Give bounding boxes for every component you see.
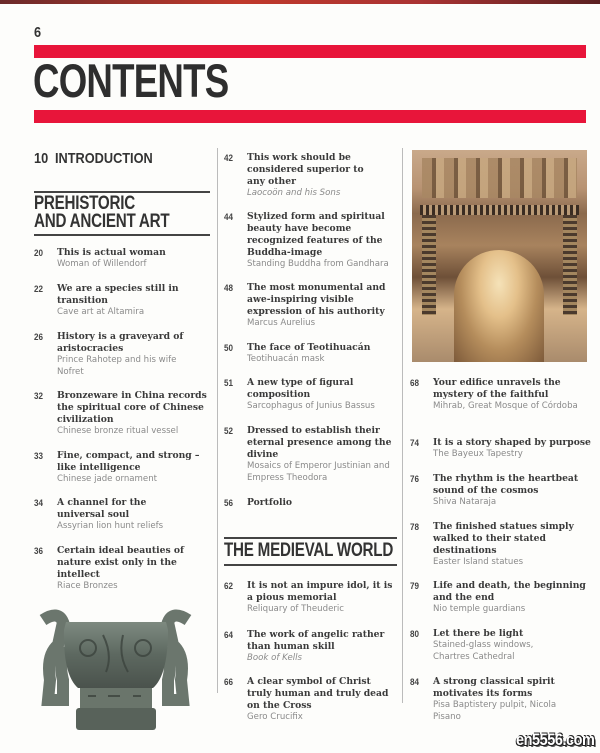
intro-label: INTRODUCTION xyxy=(54,150,153,167)
entry-heading: Stylized form and spiritual beauty have become recognized features of the Buddha-image xyxy=(247,211,385,258)
entry-heading: A clear symbol of Christ truly human and truly dead on the Cross xyxy=(247,676,389,711)
entry-heading: The face of Teotihuacán xyxy=(247,342,371,353)
entry-page-number: 79 xyxy=(410,581,419,592)
entry-subtitle: Sarcophagus of Junius Bassus xyxy=(247,401,375,411)
entry-subtitle: Gero Crucifix xyxy=(247,712,303,722)
entry-heading: This work should be considered superior to any other xyxy=(247,152,364,187)
entry-heading: Bronzeware in China records the spiritual core of Chinese civilization xyxy=(57,390,207,425)
entry-page-number: 44 xyxy=(224,212,233,223)
entry-subtitle: Assyrian lion hunt reliefs xyxy=(57,521,164,531)
toc-entry[interactable] xyxy=(410,521,590,569)
toc-entry[interactable] xyxy=(224,342,402,366)
intro-page-number: 10 xyxy=(34,150,49,167)
entry-page-number: 50 xyxy=(224,343,233,354)
entry-subtitle: Mosaics of Emperor Justinian and Empress Theodora xyxy=(247,461,390,483)
entry-page-number: 78 xyxy=(410,522,419,533)
section-heading-line: PREHISTORIC xyxy=(34,193,135,214)
entry-subtitle: Marcus Aurelius xyxy=(247,318,316,328)
page-number: 6 xyxy=(34,24,41,41)
entry-subtitle: Book of Kells xyxy=(247,653,303,663)
section-heading-title: THE MEDIEVAL WORLD xyxy=(224,540,394,561)
entry-subtitle: Mihrab, Great Mosque of Córdoba xyxy=(433,401,578,411)
entry-page-number: 51 xyxy=(224,378,233,389)
entry-heading: Certain ideal beauties of nature exist only in the intellect xyxy=(57,545,184,580)
entry-heading: A strong classical spirit motivates its forms xyxy=(433,676,555,699)
toc-entry[interactable] xyxy=(34,247,214,271)
toc-entry[interactable] xyxy=(34,390,217,438)
toc-entry[interactable] xyxy=(224,282,402,330)
entry-page-number: 32 xyxy=(34,391,43,402)
toc-entry[interactable] xyxy=(224,152,374,200)
entry-heading: Your edifice unravels the mystery of the faithful xyxy=(433,377,561,400)
bronze-vessel-image xyxy=(18,600,213,740)
image-detail-arch xyxy=(454,250,544,362)
toc-entry[interactable] xyxy=(34,497,194,533)
toc-entry[interactable] xyxy=(34,545,202,593)
toc-entry[interactable] xyxy=(34,450,217,486)
entry-heading: The work of angelic rather than human skill xyxy=(247,629,385,652)
toc-entry[interactable] xyxy=(34,331,199,378)
entry-heading: A new type of figural composition xyxy=(247,377,354,400)
entry-page-number: 52 xyxy=(224,426,233,437)
image-detail-side xyxy=(563,215,577,315)
toc-introduction[interactable] xyxy=(34,150,153,167)
section-heading-line: AND ANCIENT ART xyxy=(34,211,170,232)
entry-page-number: 74 xyxy=(410,438,419,449)
entry-page-number: 80 xyxy=(410,629,419,640)
entry-subtitle: Reliquary of Theuderic xyxy=(247,604,344,614)
toc-entry[interactable] xyxy=(224,580,394,616)
entry-subtitle: Riace Bronzes xyxy=(57,581,118,591)
entry-subtitle: Teotihuacán mask xyxy=(247,354,325,364)
entry-heading: Fine, compact, and strong – like intelligence xyxy=(57,450,200,473)
entry-heading: Dressed to establish their eternal presence among the divine xyxy=(247,425,392,460)
entry-page-number: 48 xyxy=(224,283,233,294)
entry-heading: It is a story shaped by purpose xyxy=(433,437,591,448)
entry-page-number: 66 xyxy=(224,677,233,688)
image-detail-frieze xyxy=(422,158,577,198)
entry-page-number: 64 xyxy=(224,630,233,641)
entry-page-number: 76 xyxy=(410,474,419,485)
entry-page-number: 33 xyxy=(34,451,43,462)
toc-entry[interactable] xyxy=(410,437,600,461)
toc-entry[interactable] xyxy=(224,497,402,509)
entry-page-number: 42 xyxy=(224,153,233,164)
entry-page-number: 22 xyxy=(34,284,43,295)
entry-page-number: 56 xyxy=(224,498,233,509)
image-detail-band xyxy=(420,205,579,215)
toc-entry[interactable] xyxy=(410,377,580,413)
page-top-edge xyxy=(0,0,600,4)
section-heading-prehistoric xyxy=(34,191,210,236)
red-rule-bottom xyxy=(34,110,586,123)
entry-heading: History is a graveyard of aristocracies xyxy=(57,331,184,354)
toc-entry[interactable] xyxy=(410,628,570,663)
entry-subtitle: Cave art at Altamira xyxy=(57,307,145,317)
toc-entry[interactable] xyxy=(410,580,596,616)
entry-heading: The rhythm is the heartbeat sound of the cosmos xyxy=(433,473,579,496)
entry-heading: Portfolio xyxy=(247,497,293,508)
column-divider-1 xyxy=(217,148,218,693)
image-detail-side xyxy=(422,215,436,315)
toc-entry[interactable] xyxy=(224,629,402,665)
watermark: en5556.com xyxy=(516,730,595,749)
entry-subtitle: Shiva Nataraja xyxy=(433,497,497,507)
entry-heading: This is actual woman xyxy=(57,247,166,258)
column-divider-2 xyxy=(402,148,403,703)
entry-subtitle: Stained-glass windows, Chartres Cathedral xyxy=(433,640,534,662)
entry-heading: It is not an impure idol, it is a pious memorial xyxy=(247,580,393,603)
entry-subtitle: Easter Island statues xyxy=(433,557,524,567)
entry-subtitle: Woman of Willendorf xyxy=(57,259,147,269)
entry-page-number: 34 xyxy=(34,498,43,509)
entry-heading: The finished statues simply walked to their stated destinations xyxy=(433,521,574,556)
toc-entry[interactable] xyxy=(224,377,384,413)
entry-subtitle: Laocoön and his Sons xyxy=(247,188,341,198)
entry-subtitle: Standing Buddha from Gandhara xyxy=(247,259,389,269)
entry-subtitle: Prince Rahotep and his wife Nofret xyxy=(57,355,177,377)
entry-heading: A channel for the universal soul xyxy=(57,497,147,520)
entry-subtitle: Chinese bronze ritual vessel xyxy=(57,426,179,436)
entry-heading: We are a species still in transition xyxy=(57,283,179,306)
entry-page-number: 84 xyxy=(410,677,419,688)
entry-page-number: 62 xyxy=(224,581,233,592)
page-title: CONTENTS xyxy=(33,54,229,107)
entry-heading: Life and death, the beginning and the end xyxy=(433,580,586,603)
entry-subtitle: Pisa Baptistery pulpit, Nicola Pisano xyxy=(433,700,557,722)
entry-page-number: 36 xyxy=(34,546,43,557)
entry-page-number: 20 xyxy=(34,248,43,259)
toc-entry[interactable] xyxy=(224,676,392,724)
section-heading-medieval xyxy=(224,537,397,566)
entry-subtitle: Nio temple guardians xyxy=(433,604,526,614)
entry-subtitle: Chinese jade ornament xyxy=(57,474,158,484)
entry-page-number: 26 xyxy=(34,332,43,343)
entry-page-number: 68 xyxy=(410,378,419,389)
toc-entry[interactable] xyxy=(224,425,402,484)
toc-entry[interactable] xyxy=(410,676,580,723)
toc-entry[interactable] xyxy=(224,211,396,271)
entry-subtitle: The Bayeux Tapestry xyxy=(433,449,523,459)
entry-heading: The most monumental and awe-inspiring visible expression of his authority xyxy=(247,282,386,317)
mihrab-cordoba-image xyxy=(412,150,587,362)
toc-entry[interactable] xyxy=(410,473,590,509)
entry-heading: Let there be light xyxy=(433,628,524,639)
toc-entry[interactable] xyxy=(34,283,199,319)
